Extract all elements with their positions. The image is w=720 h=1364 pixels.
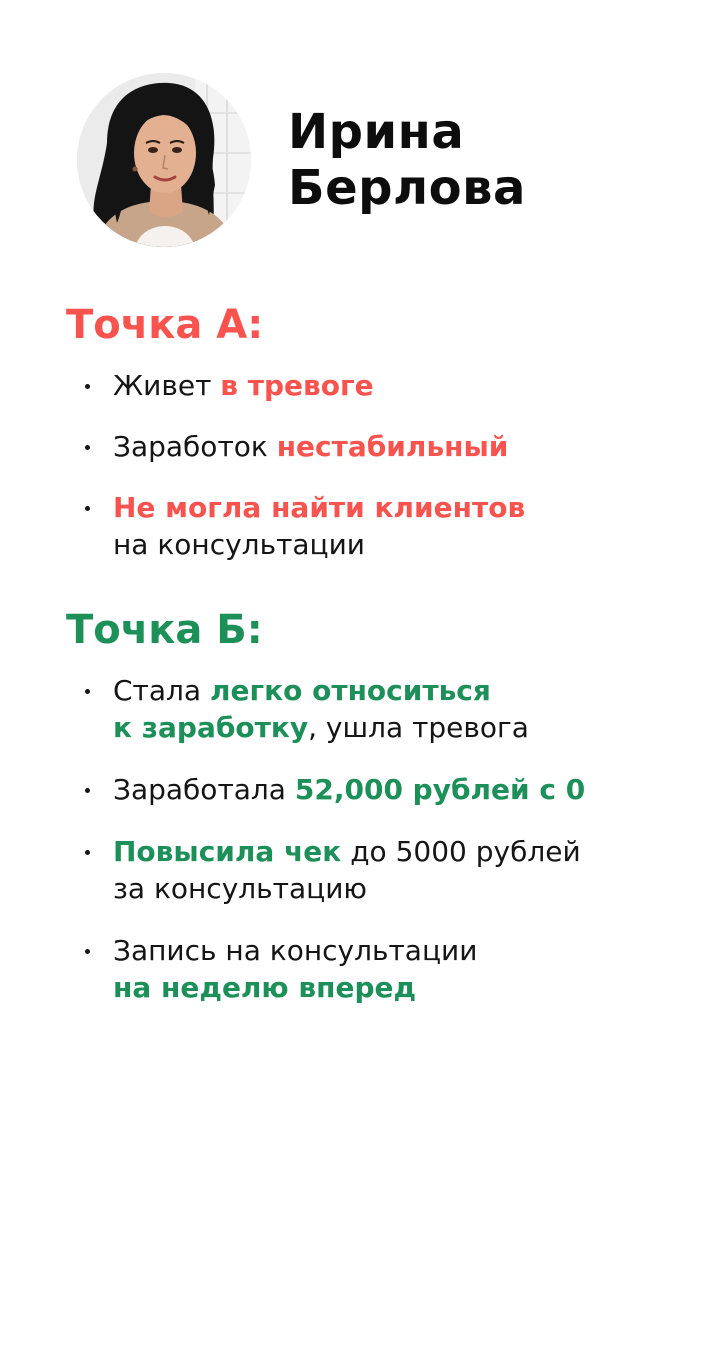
item-highlight: на неделю вперед bbox=[113, 971, 417, 1004]
point-b-title: Точка Б: bbox=[66, 607, 263, 653]
item-highlight: в тревоге bbox=[220, 369, 374, 402]
point-b-list bbox=[84, 672, 684, 1006]
item-text: Запись на консультации bbox=[113, 934, 478, 967]
list-item bbox=[84, 367, 684, 404]
item-text: Стала bbox=[113, 674, 210, 707]
list-item bbox=[84, 428, 684, 465]
item-highlight: 52,000 рублей с 0 bbox=[294, 773, 586, 806]
list-item bbox=[84, 672, 684, 746]
item-highlight: нестабильный bbox=[276, 430, 509, 463]
item-text: до 5000 рублей bbox=[341, 835, 581, 868]
item-text: за консультацию bbox=[113, 872, 367, 905]
person-name bbox=[288, 104, 526, 216]
list-item bbox=[84, 833, 684, 907]
item-highlight: Повысила чек bbox=[113, 835, 342, 868]
list-item bbox=[84, 932, 684, 1006]
item-highlight: легко относиться bbox=[209, 674, 491, 707]
item-text: Заработала bbox=[113, 773, 295, 806]
item-highlight: к заработку bbox=[113, 711, 309, 744]
point-a-list bbox=[84, 367, 684, 563]
list-item bbox=[84, 771, 684, 808]
last-name: Берлова bbox=[288, 160, 526, 216]
item-text: Заработок bbox=[113, 430, 277, 463]
list-item bbox=[84, 489, 684, 563]
point-a-title: Точка А: bbox=[66, 302, 264, 348]
item-text: на консультации bbox=[113, 528, 365, 561]
first-name: Ирина bbox=[288, 104, 465, 160]
item-text: , ушла тревога bbox=[308, 711, 529, 744]
avatar-photo bbox=[77, 73, 251, 247]
item-text: Живет bbox=[113, 369, 221, 402]
avatar bbox=[77, 73, 251, 247]
item-highlight: Не могла найти клиентов bbox=[113, 491, 526, 524]
